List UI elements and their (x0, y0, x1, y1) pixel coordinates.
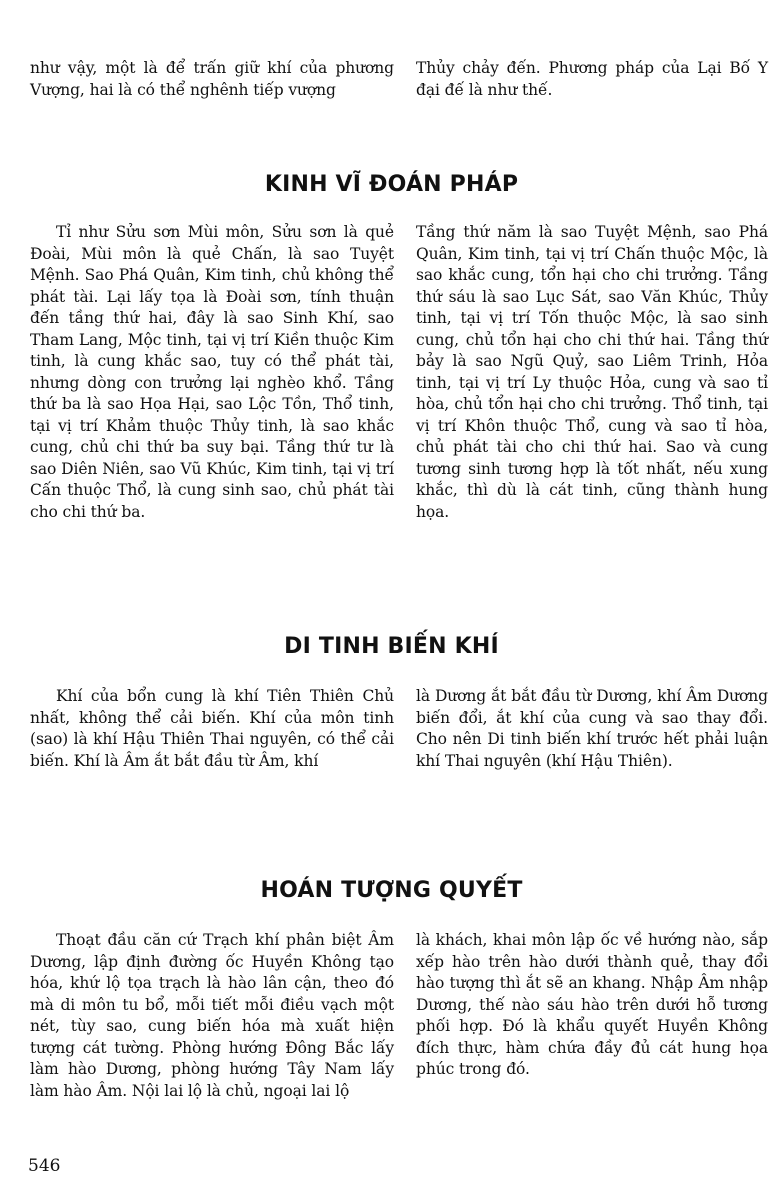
section-2-right-text: là Dương ắt bắt đầu từ Dương, khí Âm Dương biến đổi, ắt khí của cung và sao thay đổi. Cho nên Di tinh biến khí trước hết phải luận khí Thai nguyên (khí Hậu Thiên). (416, 687, 768, 770)
section-2-left-text: Khí của bổn cung là khí Tiên Thiên Chủ nhất, không thể cải biến. Khí của môn tinh (sao) là khí Hậu Thiên Thai nguyên, có thể cải biến. Khí là Âm ắt bắt đầu từ Âm, khí (30, 687, 394, 770)
section-title-hoan-tuong-quyet: HOÁN TƯỢNG QUYẾT (260, 878, 523, 903)
section-1-left-column (30, 222, 394, 523)
intro-right-text: Thủy chảy đến. Phương pháp của Lại Bố Y đại đế là như thế. (416, 59, 768, 99)
page-number: 546 (28, 1156, 61, 1176)
section-2-left-column (30, 686, 394, 772)
section-3-right-text: là khách, khai môn lập ốc về hướng nào, sắp xếp hào trên hào dưới thành quẻ, thay đổi hào tượng thì ắt sẽ an khang. Nhập Âm nhập Dương, thế nào sáu hào trên dưới hỗ tương phối hợp. Đó là khẩu quyết Huyền Không đích thực, hàm chứa đầy đủ cát hung họa phúc trong đó. (416, 931, 768, 1078)
section-2-right-column (416, 686, 768, 772)
section-3-right-column (416, 930, 768, 1081)
section-title-kinh-vi-doan-phap: KINH VĨ ĐOÁN PHÁP (264, 172, 519, 197)
section-1-right-text: Tầng thứ năm là sao Tuyệt Mệnh, sao Phá Quân, Kim tinh, tại vị trí Chấn thuộc Mộc, là sao khắc cung, tổn hại cho chi trưởng. Tầng thứ sáu là sao Lục Sát, sao Văn Khúc, Thủy tinh, tại vị trí Tốn thuộc Mộc, là sao sinh cung, chủ tổn hại cho chi thứ hai. Tầng thứ bảy là sao Ngũ Quỷ, sao Liêm Trinh, Hỏa tinh, tại vị trí Ly thuộc Hỏa, cung và sao tỉ hòa, chủ tổn hại cho chi trưởng. Thổ tinh, tại vị trí Khôn thuộc Thổ, cung và sao tỉ hòa, chủ phát tài cho chi thứ hai. Sao và cung tương sinh tương hợp là tốt nhất, nếu xung khắc, thì dù là cát tinh, cũng thành hung họa. (416, 223, 768, 521)
intro-left-text: như vậy, một là để trấn giữ khí của phương Vượng, hai là có thể nghênh tiếp vượng (30, 59, 394, 99)
intro-left-column (30, 58, 394, 101)
intro-right-column (416, 58, 768, 101)
section-title-di-tinh-bien-khi: DI TINH BIẾN KHÍ (284, 634, 499, 659)
section-3-left-text: Thoạt đầu căn cứ Trạch khí phân biệt Âm Dương, lập định đường ốc Huyền Không tạo hóa, khứ lộ tọa trạch là hào lân cận, theo đó mà di môn tu bổ, mỗi tiết mỗi điều vạch một nét, tùy sao, cung biến hóa mà xuất hiện tượng cát tường. Phòng hướng Đông Bắc lấy làm hào Dương, phòng hướng Tây Nam lấy làm hào Âm. Nội lai lộ là chủ, ngoại lai lộ (30, 931, 394, 1100)
section-1-right-column (416, 222, 768, 523)
section-1-left-text: Tỉ như Sửu sơn Mùi môn, Sửu sơn là quẻ Đoài, Mùi môn là quẻ Chấn, là sao Tuyệt Mệnh. Sao Phá Quân, Kim tinh, chủ không thể phát tài. Lại lấy tọa là Đoài sơn, tính thuận đến tầng thứ hai, đây là sao Sinh Khí, sao Tham Lang, Mộc tinh, tại vị trí Kiền thuộc Kim tinh, là cung khắc sao, tuy có thể phát tài, nhưng dòng con trưởng lại nghèo khổ. Tầng thứ ba là sao Họa Hại, sao Lộc Tồn, Thổ tinh, tại vị trí Khảm thuộc Thủy tinh, là sao khắc cung, chủ chi thứ ba suy bại. Tầng thứ tư là sao Diên Niên, sao Vũ Khúc, Kim tinh, tại vị trí Cấn thuộc Thổ, là cung sinh sao, chủ phát tài cho chi thứ ba. (30, 223, 394, 521)
section-3-left-column (30, 930, 394, 1102)
